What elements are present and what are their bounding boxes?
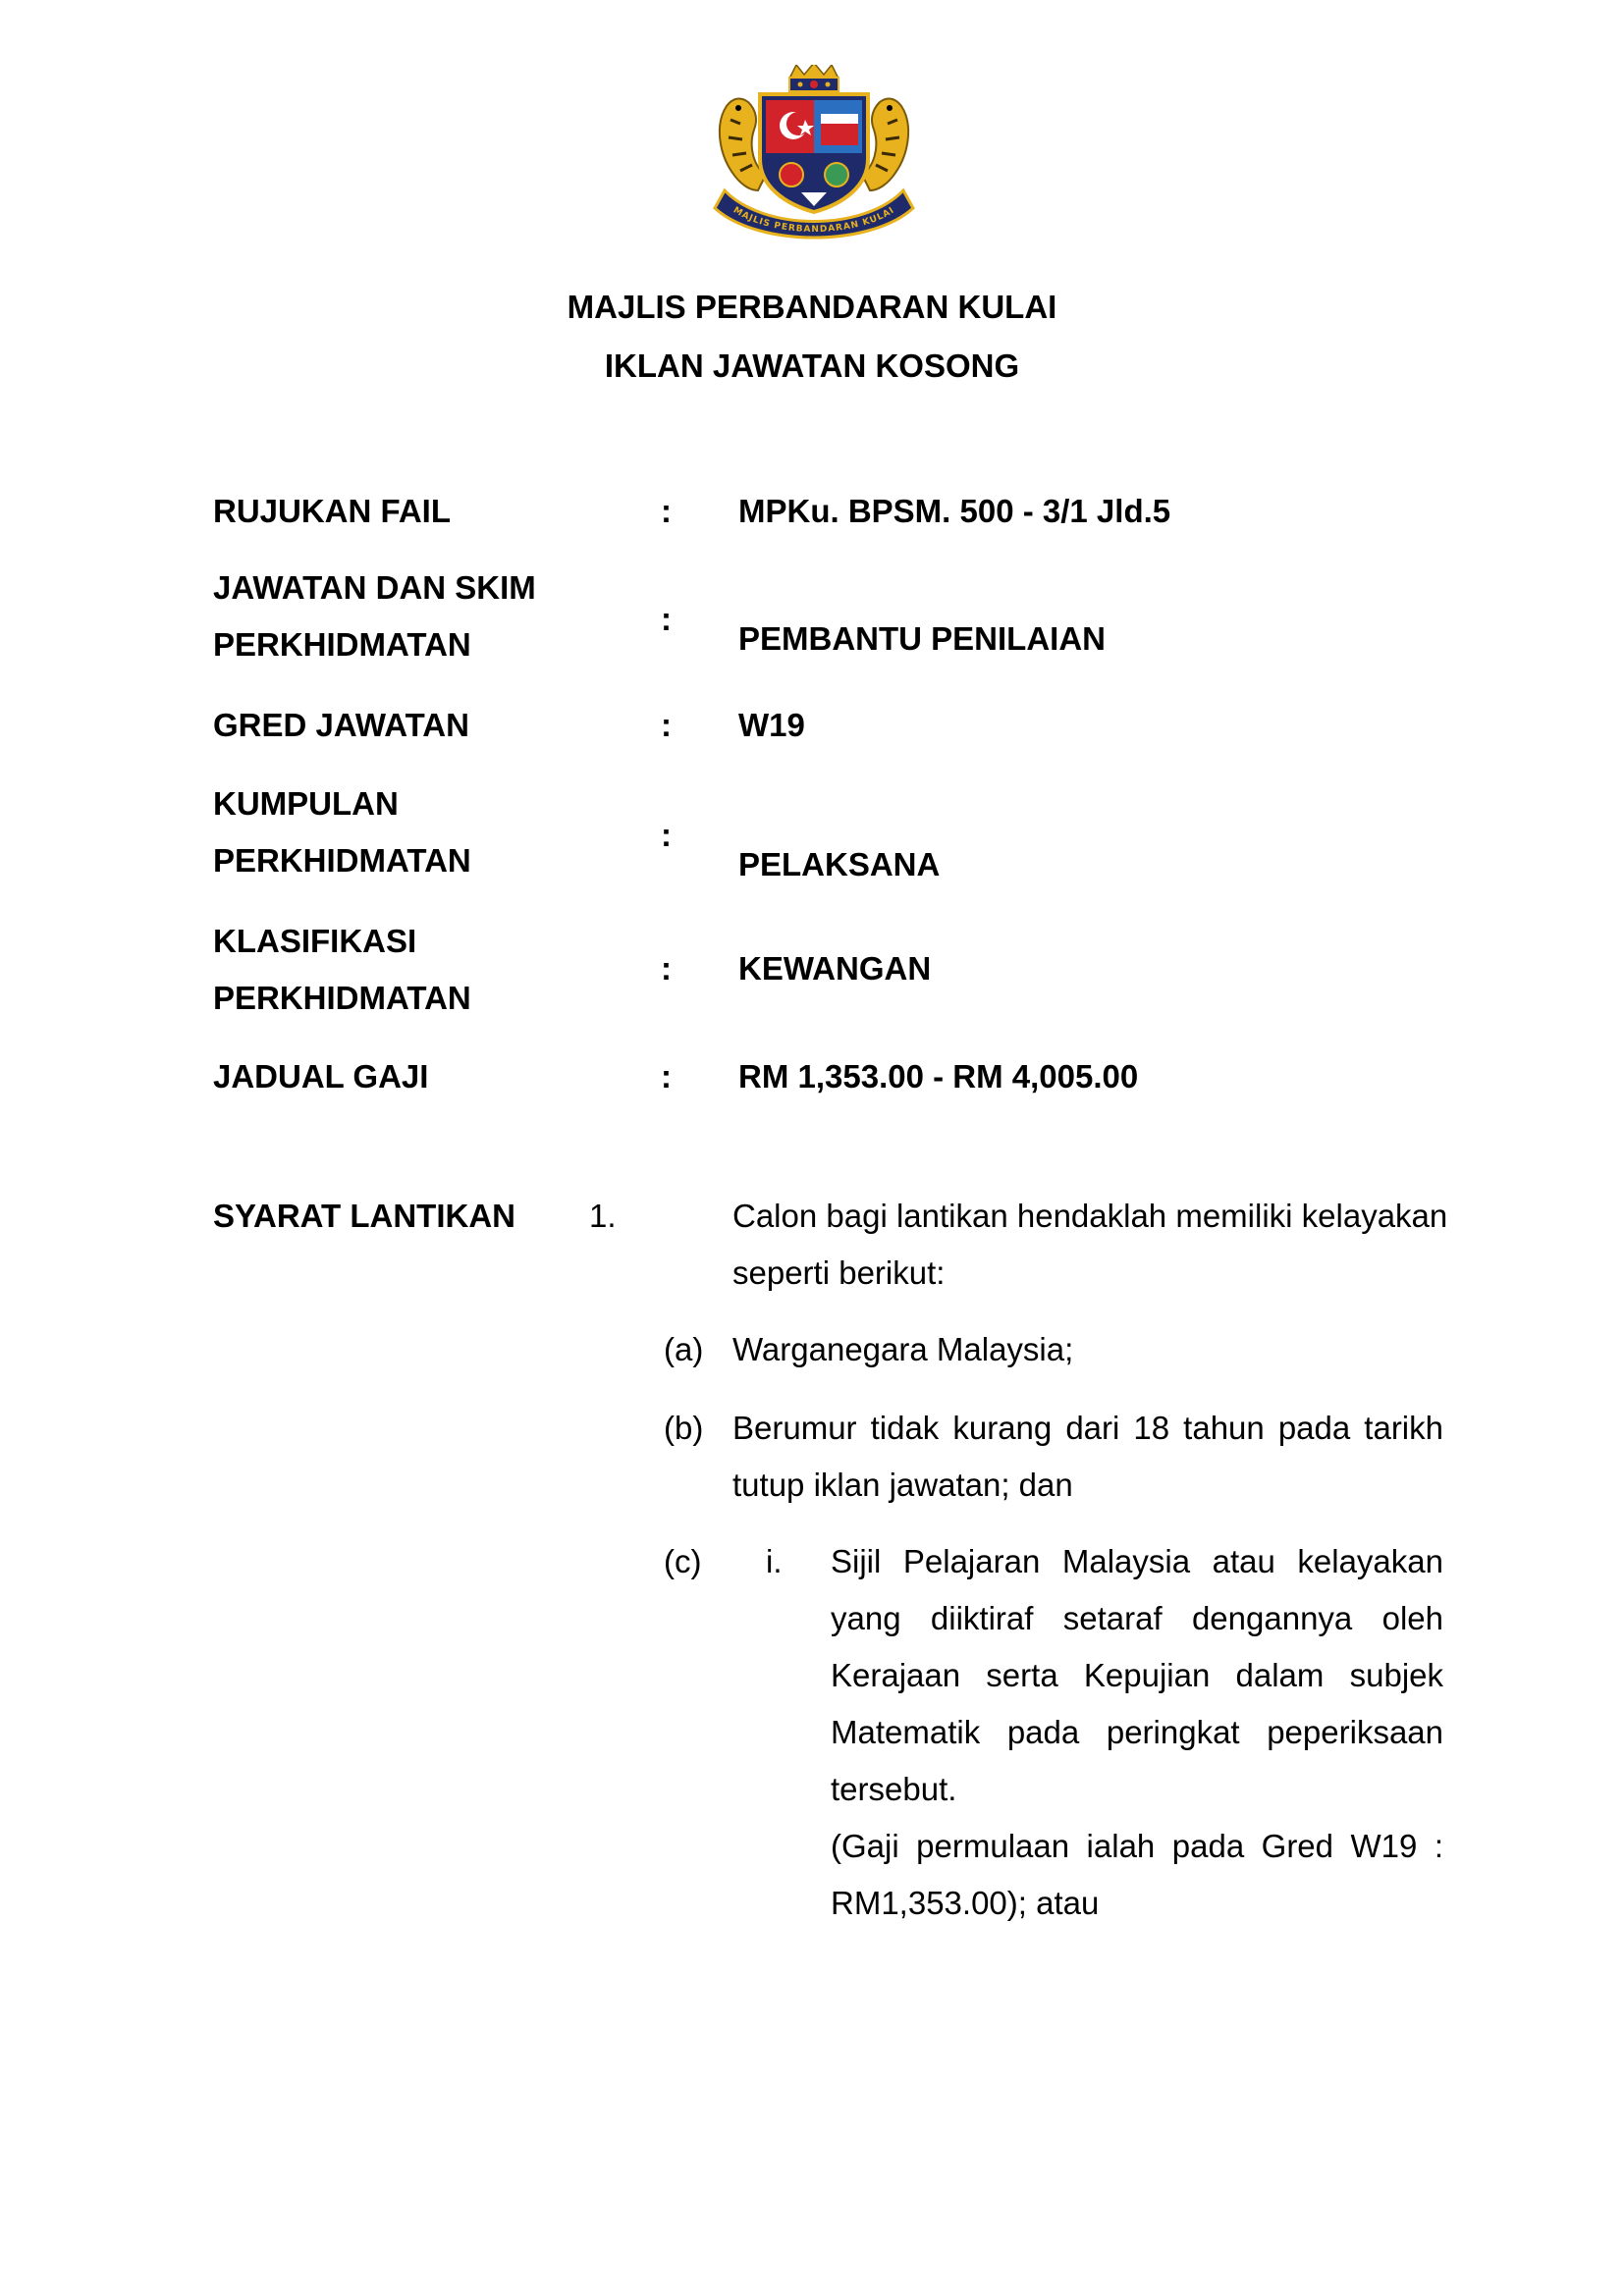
- item-c-sub-marker: i.: [766, 1543, 783, 1579]
- syarat-number: 1.: [589, 1198, 617, 1234]
- label-gred-jawatan: GRED JAWATAN: [213, 707, 469, 743]
- syarat-intro-line2: seperti berikut:: [732, 1255, 946, 1291]
- label-jawatan-line2: PERKHIDMATAN: [213, 626, 471, 663]
- label-klasifikasi-line1: KLASIFIKASI: [213, 923, 417, 959]
- shield-icon: [760, 94, 868, 212]
- item-b-line2: tutup iklan jawatan; dan: [732, 1467, 1073, 1503]
- value-rujukan-fail: MPKu. BPSM. 500 - 3/1 Jld.5: [738, 493, 1171, 529]
- page-title: IKLAN JAWATAN KOSONG: [604, 347, 1020, 384]
- crown-icon: [789, 65, 839, 91]
- label-jawatan-line1: JAWATAN DAN SKIM: [213, 569, 536, 606]
- colon-separator: :: [661, 601, 672, 637]
- organization-name: MAJLIS PERBANDARAN KULAI: [567, 289, 1057, 325]
- item-a-marker: (a): [664, 1331, 704, 1367]
- colon-separator: :: [661, 493, 672, 529]
- municipal-crest-icon: [705, 65, 923, 241]
- value-jadual-gaji: RM 1,353.00 - RM 4,005.00: [738, 1058, 1139, 1095]
- item-b-marker: (b): [664, 1410, 704, 1446]
- syarat-heading: SYARAT LANTIKAN: [213, 1198, 516, 1234]
- value-kumpulan: PELAKSANA: [738, 846, 941, 882]
- colon-separator: :: [661, 817, 672, 853]
- value-jawatan: PEMBANTU PENILAIAN: [738, 620, 1107, 657]
- label-kumpulan-line1: KUMPULAN: [213, 785, 399, 822]
- syarat-intro-line1: Calon bagi lantikan hendaklah memiliki kelayakan: [732, 1198, 1448, 1234]
- item-b-line1: Berumur tidak kurang dari 18 tahun pada tarikh: [732, 1410, 1443, 1446]
- item-a-text: Warganegara Malaysia;: [732, 1331, 1074, 1367]
- colon-separator: :: [661, 950, 672, 987]
- item-c-line1: Sijil Pelajaran Malaysia atau kelayakan: [831, 1543, 1443, 1579]
- value-gred-jawatan: W19: [738, 707, 805, 743]
- item-c-line6: (Gaji permulaan ialah pada Gred W19 :: [831, 1828, 1443, 1864]
- label-klasifikasi-line2: PERKHIDMATAN: [213, 980, 471, 1016]
- item-c-marker: (c): [664, 1543, 702, 1579]
- label-jadual-gaji: JADUAL GAJI: [213, 1058, 429, 1095]
- colon-separator: :: [661, 1058, 672, 1095]
- item-c-line4: Matematik pada peringkat peperiksaan: [831, 1714, 1443, 1750]
- item-c-line7: RM1,353.00); atau: [831, 1885, 1100, 1921]
- item-c-line3: Kerajaan serta Kepujian dalam subjek: [831, 1657, 1443, 1693]
- item-c-line5: tersebut.: [831, 1771, 957, 1807]
- label-rujukan-fail: RUJUKAN FAIL: [213, 493, 452, 529]
- label-kumpulan-line2: PERKHIDMATAN: [213, 842, 471, 879]
- colon-separator: :: [661, 707, 672, 743]
- crest-seal-text: MAJLIS PERBANDARAN KULAI: [731, 205, 897, 236]
- item-c-line2: yang diiktiraf setaraf dengannya oleh: [831, 1600, 1443, 1636]
- value-klasifikasi: KEWANGAN: [738, 950, 932, 987]
